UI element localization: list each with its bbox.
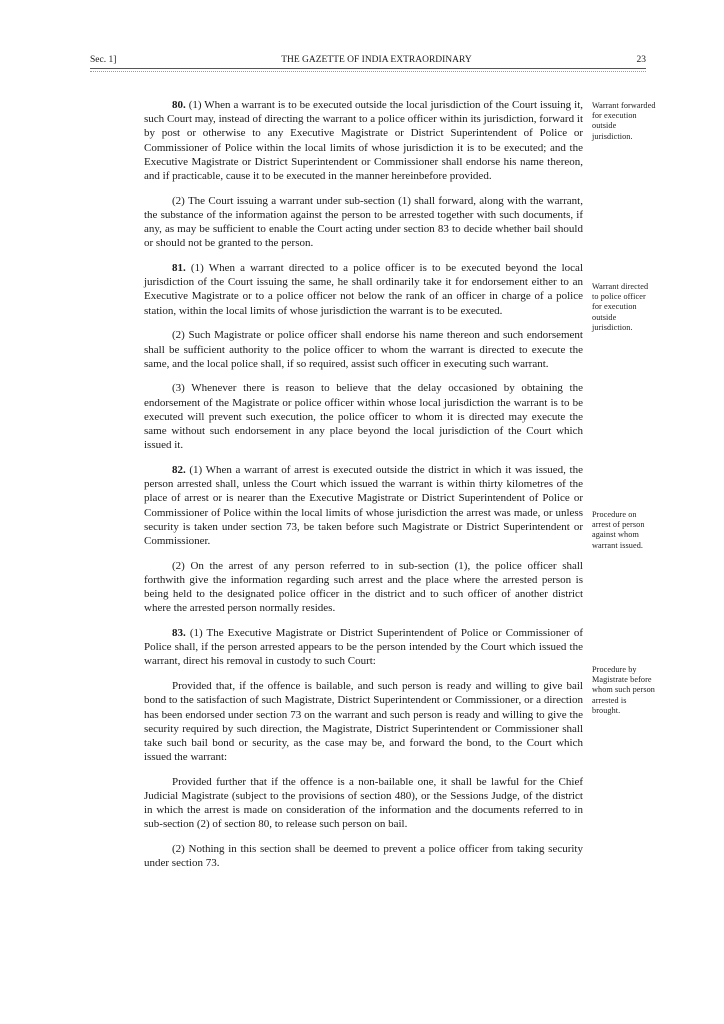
para-text: (2) Such Magistrate or police officer shall endorse his name thereon and such endorsement shall be sufficient authority to the police officer to whom the warrant is directed to execute the same, and the local police shall, if so required, assist such officer in executing such warrant. [144,329,583,370]
section-number: 81. [172,262,186,275]
section-82-para-1 [144,463,583,548]
para-text: (1) When a warrant is to be executed outside the local jurisdiction of the Court issuing it, such Court may, instead of directing the warrant to a police officer within its jurisdiction, forward it by post or otherwise to any Executive Magistrate or District Superintendent of Police or Commissioner of Police within the local limits of whose jurisdiction it is to be executed; and the Executive Magistrate or District Superintendent or Commissioner shall endorse his name thereon, and if practicable, cause it to be executed in the manner hereinbefore provided. [144,99,583,183]
para-text: (2) Nothing in this section shall be deemed to prevent a police officer from taking security under section 73. [144,843,583,870]
header-rule [90,68,646,69]
section-83-proviso-1 [144,679,583,764]
para-text: (2) The Court issuing a warrant under sub-section (1) shall forward, along with the warrant, the substance of the information against the person to be arrested together with such documents, if any, as may be sufficient to enable the Court acting under section 83 to decide whether bail should or should not be granted to the person. [144,194,583,250]
para-text: Provided further that if the offence is a non-bailable one, it shall be lawful for the Chief Judicial Magistrate (subject to the provisions of section 480), or the Sessions Judge, of the district in which the arrest is made on consideration of the information and the documents referred to in sub-section (2) of section 80, to release such person on bail. [144,775,583,831]
section-83-proviso-2 [144,775,583,832]
section-number: 80. [172,99,186,111]
margin-note-83: Procedure by Magistrate before whom such person arrested is brought. [592,665,655,715]
header-section: Sec. 1] [90,55,117,65]
page-header [90,55,646,65]
section-80-para-2 [144,194,583,251]
section-81-para-2 [144,328,583,371]
section-80-para-1 [144,98,583,183]
section-81-para-1 [144,261,583,318]
para-text: (1) When a warrant of arrest is executed outside the district in which it was issued, the person arrested shall, unless the Court which issued the warrant is within thirty kilometres of the place of arrest or is nearer than the Executive Magistrate or District Superintendent of Police or Commissioner of Police within the local limits of whose jurisdiction the arrest was made, or unless security is taken under section 73, be taken before such Magistrate or District Superintendent or Commissioner. [144,463,583,547]
section-83-para-1 [144,626,583,669]
header-title: THE GAZETTE OF INDIA EXTRAORDINARY [281,55,472,65]
section-81-para-3 [144,381,583,452]
para-text: (3) Whenever there is reason to believe that the delay occasioned by obtaining the endorsement of the Magistrate or police officer within whose local jurisdiction the warrant is to be executed will prevent such execution, the police officer to whom it is directed may execute the same without such endorsement in any place beyond the local jurisdiction of the Court which issued it. [144,382,583,452]
section-83-para-2 [144,842,583,870]
section-number: 83. [172,627,186,639]
header-dotted-rule [90,71,646,72]
para-text: (1) The Executive Magistrate or District Superintendent of Police or Commissioner of Police shall, if the person arrested appears to be the person intended by the Court which issued the warrant, direct his removal in custody to such Court: [144,627,584,668]
header-page-number: 23 [636,55,646,65]
margin-note-81: Warrant directed to police officer for execution outside jurisdiction. [592,282,649,332]
para-text: (1) When a warrant directed to a police officer is to be executed beyond the local jurisdiction of the Court issuing the same, he shall ordinarily take it for endorsement either to an Executive Magistrate or to a police officer not below the rank of an officer in charge of a police station, within the local limits of whose jurisdiction the warrant is to be executed. [144,262,583,317]
margin-note-80: Warrant forwarded for execution outside jurisdiction. [592,101,656,141]
section-82-para-2 [144,559,583,616]
margin-note-82: Procedure on arrest of person against whom warrant issued. [592,510,645,550]
para-text: (2) On the arrest of any person referred to in sub-section (1), the police officer shall forthwith give the information regarding such arrest and the place where the arrested person is being held to the designated police officer in the district and to such officer of another district where the arrested person normally resides. [144,559,583,615]
section-number: 82. [172,463,186,476]
para-text: Provided that, if the offence is bailable, and such person is ready and willing to give bail bond to the satisfaction of such Magistrate, District Superintendent or Commissioner, or a direction has been endorsed under section 73 on the warrant and such person is ready and willing to give the security required by such direction, the Magistrate, District Superintendent or Commissioner shall take such bail bond or security, as the case may be, and forward the bond, to the Court which issued the warrant: [144,680,583,764]
page-body [144,98,583,881]
